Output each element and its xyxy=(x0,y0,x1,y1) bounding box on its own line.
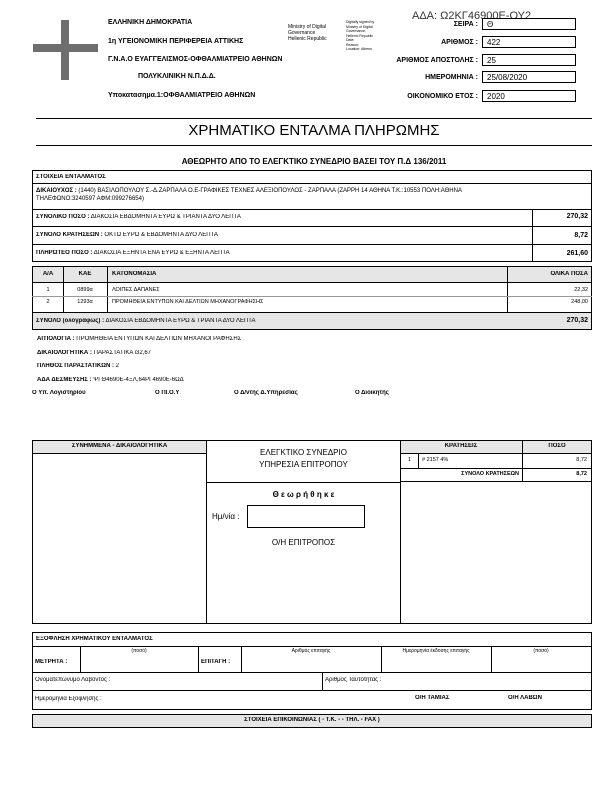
cash-amount-hint: (ποσό) xyxy=(131,648,147,654)
col-header-kae: ΚΑΕ xyxy=(78,271,92,277)
beneficiary: ΔΙΚΑΙΟΥΧΟΣ : (1440) ΒΑΣΙΛΟΠΟΥΛΟΥ Σ.-Δ.ΖΑΡΠΑΛΑ Ο.Ε-ΓΡΑΦΙΚΕΣ ΤΕΧΝΕΣ ΑΛΕΞΙΟΠΟΥΛΟΣ - ΖΑΡΠΑΛΑ (ΖΑΡΡΗ 14 ΑΘΗΝΑ Τ.Κ.:10553 ΠΟΛΗ:ΑΘΗΝΑ ΤΗΛΕΦΩΝΟ:3240597 ΑΦΜ:099276654) xyxy=(36,188,462,202)
payment-section-label: ΕΞΟΦΛΗΣΗ ΧΡΗΜΑΤΙΚΟΥ ΕΝΤΑΛΜΑΤΟΣ xyxy=(36,636,153,642)
id-number-label: Αριθμός Ταυτότητας : xyxy=(325,677,382,683)
org-line-5: Υποκατασημα.1:ΟΦΘΑΛΜΙΑΤΡΕΙΟ ΑΘΗΝΩΝ xyxy=(108,92,256,99)
item-1-kae: 0899α xyxy=(77,287,93,293)
supporting-docs: ΔΙΚΑΙΟΛΟΓΗΤΙΚΑ : ΠΑΡΑΣΤΑΤΙΚΑ ι32,67 xyxy=(37,350,152,356)
deductions-total: 8,72 xyxy=(574,232,588,239)
justification: ΑΙΤΙΟΛΟΓΙΑ : ΠΡΟΜΗΘΕΙΑ ΕΝΤΥΠΩΝ ΚΑΙ ΔΕΛΤΙΩΝ ΜΗΧΑΝΟΓΡΑΦΗΣΗΣ xyxy=(37,336,242,342)
deductions-header: ΚΡΑΤΗΣΕΙΣ xyxy=(444,443,478,449)
number-label: ΑΡΙΘΜΟΣ : xyxy=(441,39,478,46)
receiver-name-label: Ονοματεπώνυμο Λαβόντος : xyxy=(35,677,111,683)
approved-label: Θ ε ω ρ ή θ η κ ε xyxy=(272,490,335,499)
check-amount-hint: (ποσό) xyxy=(533,648,549,654)
item-2-amount: 248,00 xyxy=(571,299,588,305)
org-line-4: ΠΟΛΥΚΛΙΝΙΚΗ Ν.Π.Δ.Δ. xyxy=(138,73,216,80)
item-1-aa: 1 xyxy=(46,287,50,293)
series-label: ΣΕΙΡΑ : xyxy=(453,21,478,28)
signer-governor: Ο Διοικητής xyxy=(355,390,389,396)
audit-line-1: ΕΛΕΓΚΤΙΚΟ ΣΥΝΕΔΡΙΟ xyxy=(260,448,347,457)
items-total-amount: 270,32 xyxy=(566,317,588,324)
series-value: Θ xyxy=(482,18,576,30)
dispatch-number-value: 25 xyxy=(482,54,576,66)
ada-number: ΑΔΑ: Ω2ΚΓ46900Ε-ΟΥ2 xyxy=(412,10,532,22)
audit-line-2: ΥΠΗΡΕΣΙΑ ΕΠΙΤΡΟΠΟΥ xyxy=(259,460,348,469)
page-subtitle: ΑΘΕΩΡΗΤΟ ΑΠΟ ΤΟ ΕΛΕΓΚΤΙΚΟ ΣΥΝΕΔΡΙΟ ΒΑΣΕΙ ΤΟΥ Π.Δ 136/2011 xyxy=(181,157,447,166)
dispatch-number-label: ΑΡΙΘΜΟΣ ΑΠΟΣΤΟΛΗΣ : xyxy=(396,57,478,64)
item-1-amount: 22,32 xyxy=(574,287,588,293)
docs-count: ΠΛΗΘΟΣ ΠΑΡΑΣΤΑΤΙΚΩΝ : 2 xyxy=(37,363,119,369)
signer-pioy: Ο ΠΙ.Ο.Υ xyxy=(155,390,180,396)
item-2-name: ΠΡΟΜΗΘΕΙΑ ΕΝΤΥΠΩΝ ΚΑΙ ΔΕΛΤΙΩΝ ΜΗΧΑΝΟΓΡΑΦΗΣΗΣ xyxy=(112,299,264,305)
fiscal-year-label: ΟΙΚΟΝΟΜΙΚΟ ΕΤΟΣ : xyxy=(407,93,478,100)
greek-cross-logo xyxy=(33,20,98,80)
org-line-3: Γ.Ν.Α.Ο ΕΥΑΓΓΕΛΙΣΜΟΣ-ΟΦΘΑΛΜΙΑΤΡΕΙΟ ΑΘΗΝΩΝ xyxy=(108,56,283,63)
deductions-sum: 8,72 xyxy=(576,471,587,477)
check-date-hint: Ημερομηνία έκδοσης επιταγής xyxy=(402,648,470,654)
col-header-name: ΚΑΤΟΝΟΜΑΣΙΑ xyxy=(112,271,157,277)
signature-stamp-left: Ministry of Digital Governance Hellenic Republic xyxy=(288,24,327,42)
contact-info: ΣΤΟΙΧΕΙΑ ΕΠΙΚΟΙΝΩΝΙΑΣ ( - Τ.Κ. - - ΤΗΛ. - FAX ) xyxy=(244,717,380,723)
date-label: ΗΜΕΡΟΜΗΝΙΑ : xyxy=(425,74,478,81)
signature-stamp-right: Digitally signed by Ministry of Digital Governance, Hellenic Republic Date: Reason: Location: Athens xyxy=(346,20,375,51)
entalma-section-label: ΣΤΟΙΧΕΙΑ ΕΝΤΑΛΜΑΤΟΣ xyxy=(36,174,106,180)
check-number-hint: Αριθμός επιταγής xyxy=(291,648,331,654)
col-header-aa: Α/Α xyxy=(42,271,54,277)
deductions-total-row: ΣΥΝΟΛΟ ΚΡΑΤΗΣΕΩΝ : ΟΚΤΩ ΕΥΡΩ & ΕΒΔΟΜΗΝΤΑ ΔΥΟ ΛΕΠΤΑ xyxy=(36,232,218,238)
cashier-label: Ο/Η ΤΑΜΙΑΣ xyxy=(415,695,450,701)
deductions-total-label: ΣΥΝΟΛΟ ΚΡΑΤΗΣΕΩΝ xyxy=(461,471,519,477)
deduction-1-amount: 8,72 xyxy=(576,457,587,463)
fiscal-year-value: 2020 xyxy=(482,90,576,102)
number-value: 422 xyxy=(482,36,576,48)
deduction-1-aa: 1 xyxy=(407,457,412,463)
page-title: ΧΡΗΜΑΤΙΚΟ ΕΝΤΑΛΜΑ ΠΛΗΡΩΜΗΣ xyxy=(188,122,440,139)
receiver-label: Ο/Η ΛΑΒΩΝ xyxy=(508,695,542,701)
commitment-ada: ΑΔΑ ΔΕΣΜΕΥΣΗΣ : ΨΓΘ4690Ε-4ΞΛ,64ΡΓ4690Ε-6ΩΔ xyxy=(37,377,184,383)
attachments-label: ΣΥΝΗΜΜΕΝΑ - ΔΙΚΑΙΟΛΟΓΗΤΙΚΑ xyxy=(71,443,168,449)
items-total-text: ΣΥΝΟΛΟ (ολογράφως) : ΔΙΑΚΟΣΙΑ ΕΒΔΟΜΗΝΤΑ ΕΥΡΩ & ΤΡΙΑΝΤΑ ΔΥΟ ΛΕΠΤΑ xyxy=(36,318,256,324)
org-line-1: ΕΛΛΗΝΙΚΗ ΔΗΜΟΚΡΑΤΙΑ xyxy=(108,19,193,26)
total-amount: 270,32 xyxy=(566,213,588,220)
payment-date-label: Ημερομηνία Εξόφλησης : xyxy=(35,696,102,702)
item-2-aa: 2 xyxy=(46,299,50,305)
signer-accounting: Ο Υπ. Λογιστηρίου xyxy=(32,390,86,396)
audit-date-field[interactable] xyxy=(247,505,365,528)
payable-amount: 261,60 xyxy=(566,250,588,257)
signer-director: Ο Δ/ντής Δ.Υπηρεσίας xyxy=(234,390,298,396)
date-value: 25/08/2020 xyxy=(482,71,576,83)
item-1-name: ΛΟΙΠΕΣ ΔΑΠΑΝΕΣ xyxy=(112,287,160,293)
deduction-1-name: # 2157 4% xyxy=(422,457,449,463)
total-amount-row: ΣΥΝΟΛΙΚΟ ΠΟΣΟ : ΔΙΑΚΟΣΙΑ ΕΒΔΟΜΗΝΤΑ ΕΥΡΩ & ΤΡΙΑΝΤΑ ΔΥΟ ΛΕΠΤΑ xyxy=(36,214,241,220)
audit-date-label: Ημ/νία : xyxy=(212,512,240,521)
cash-label: ΜΕΤΡΗΤΑ : xyxy=(35,659,68,665)
org-line-2: 1η ΥΓΕΙΟΝΟΜΙΚΗ ΠΕΡΙΦΕΡΕΙΑ ΑΤΤΙΚΗΣ xyxy=(108,38,244,45)
payable-amount-row: ΠΛΗΡΩΤΕΟ ΠΟΣΟ : ΔΙΑΚΟΣΙΑ ΕΞΗΝΤΑ ΕΝΑ ΕΥΡΩ & ΕΞΗΝΤΑ ΛΕΠΤΑ xyxy=(36,250,230,256)
col-header-amount: ΟΛΙΚΑ ΠΟΣΑ xyxy=(550,271,588,277)
deductions-amount-header: ΠΟΣΟ xyxy=(548,443,566,449)
commissioner-label: Ο/Η ΕΠΙΤΡΟΠΟΣ xyxy=(271,538,336,547)
check-label: ΕΠΙΤΑΓΗ : xyxy=(201,659,231,665)
item-2-kae: 1293α xyxy=(77,299,93,305)
